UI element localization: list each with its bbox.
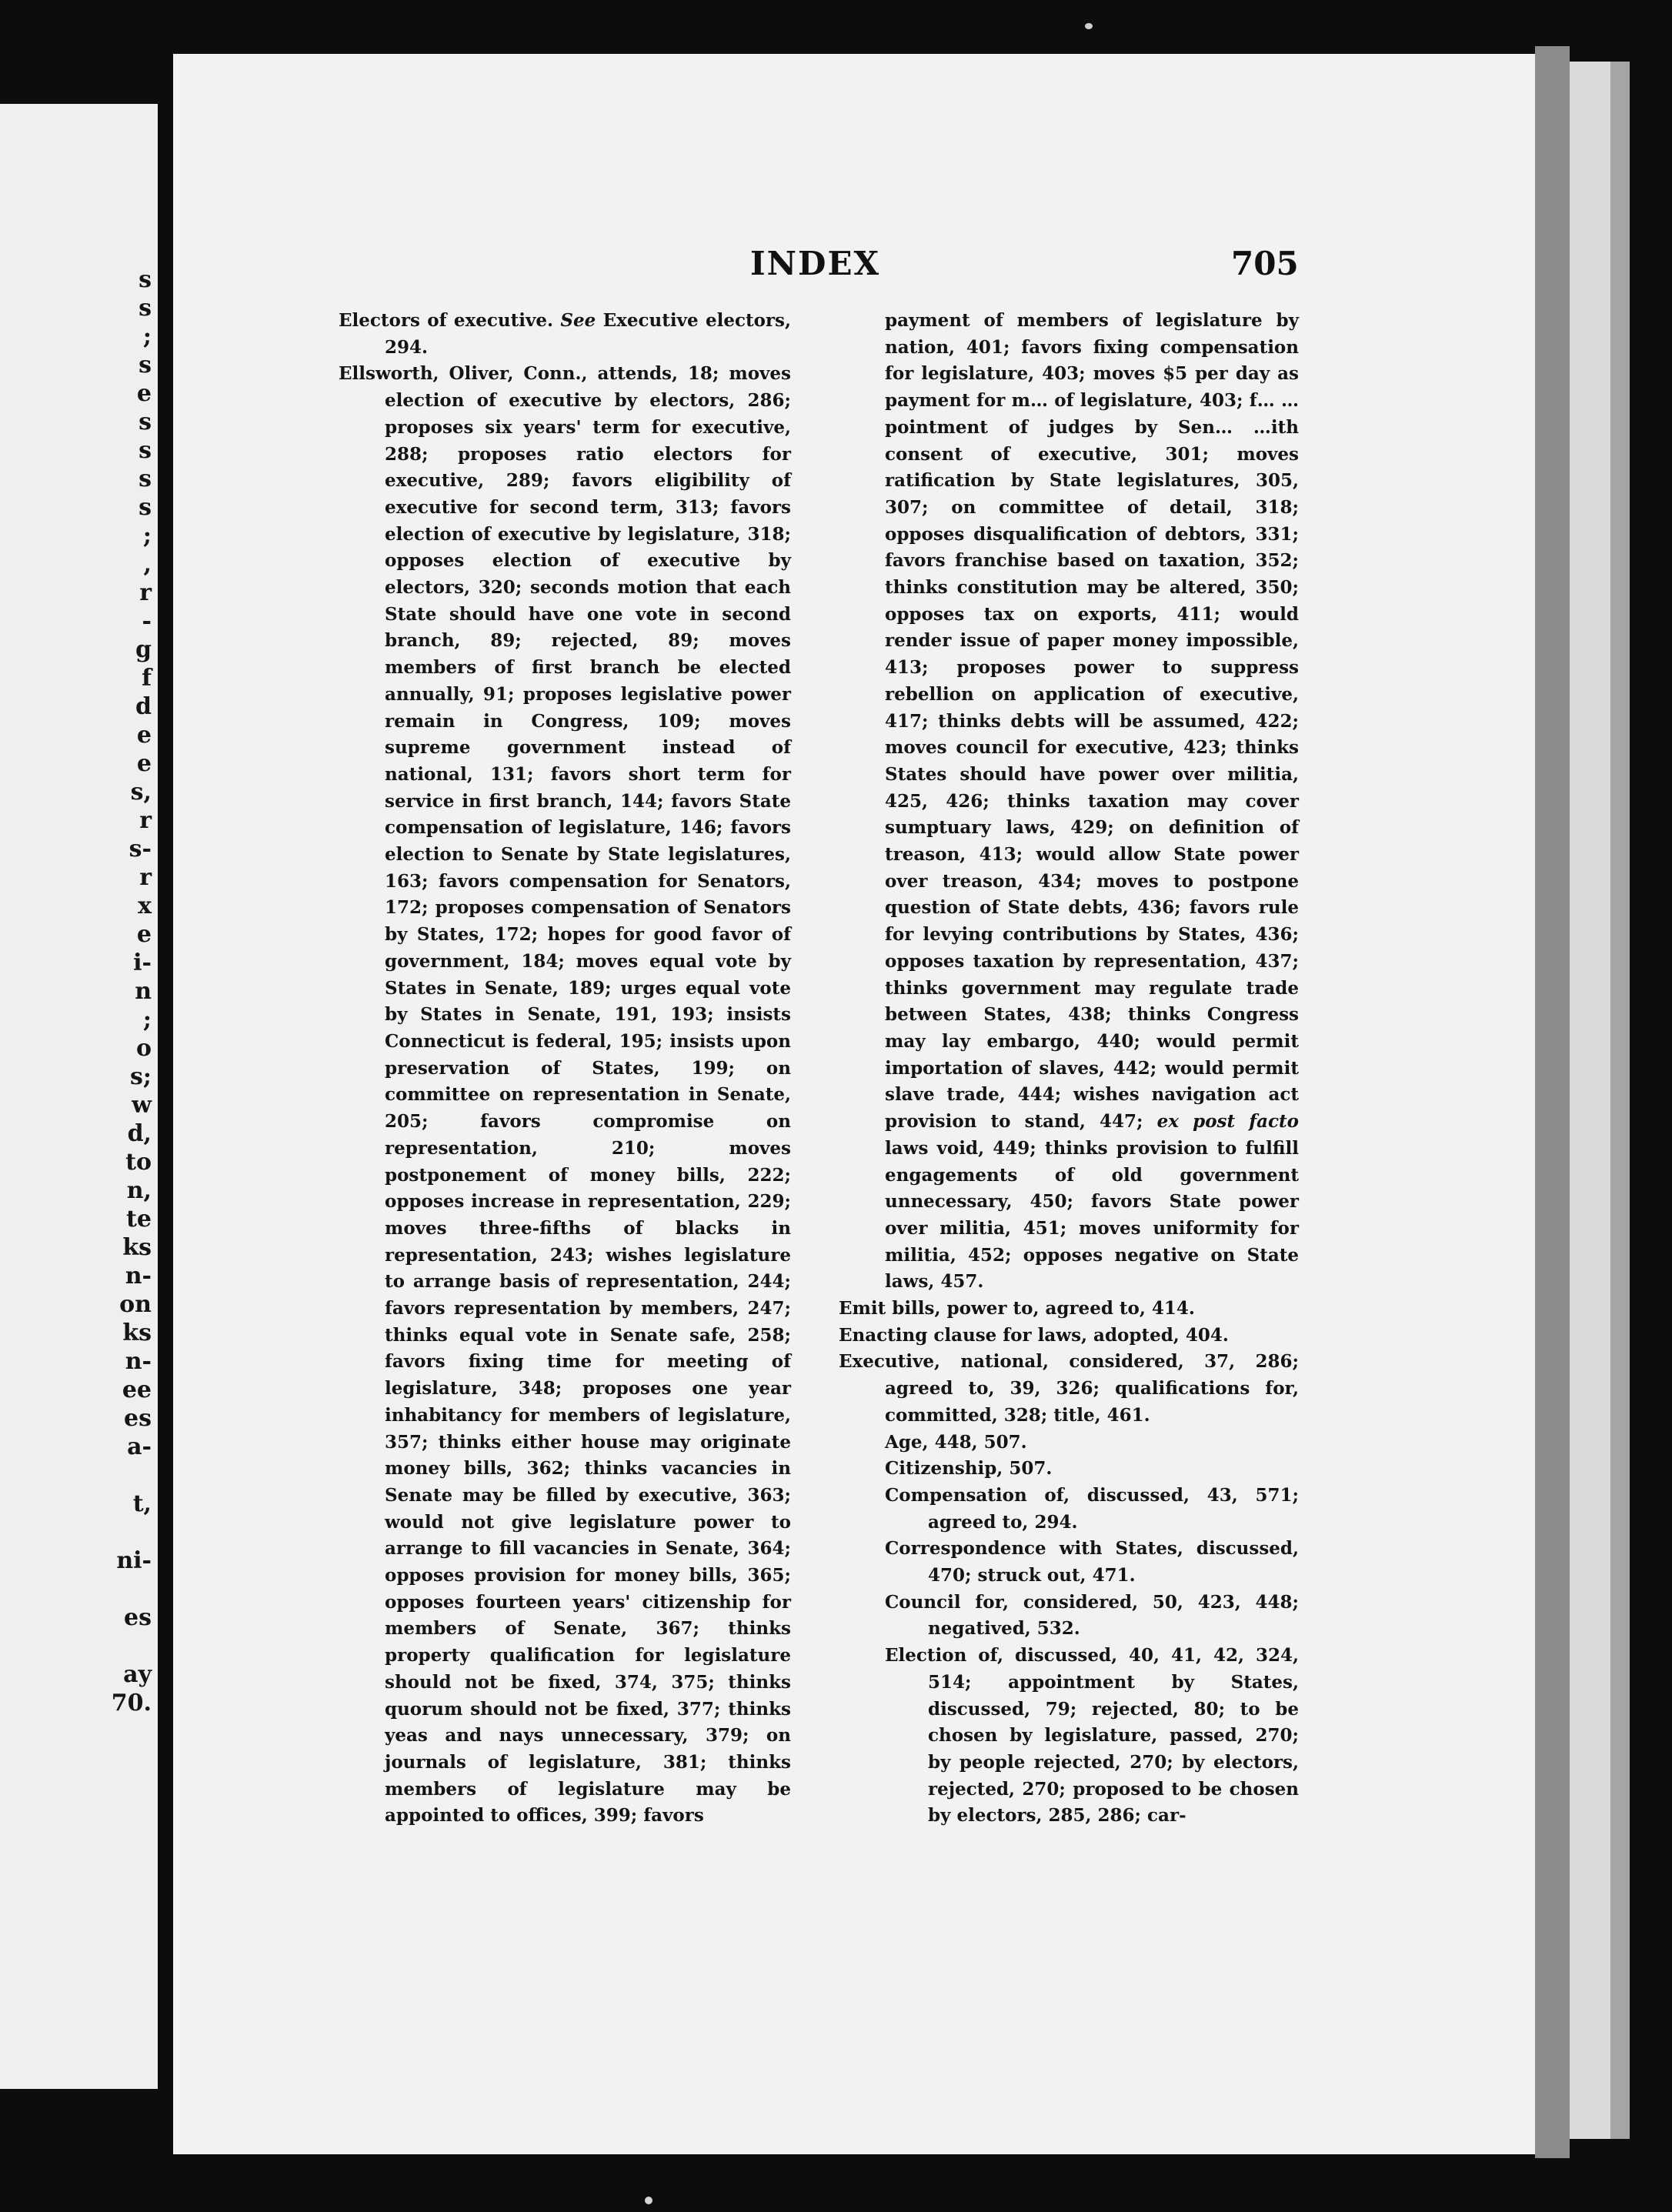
entry-heading: Electors of executive. (339, 310, 553, 331)
index-entry-enacting-clause: Enacting clause for laws, adopted, 404. (839, 1324, 1229, 1346)
index-entry-executive-national: Executive, national, considered, 37, 286; agreed to, 39, 326; qualifications for, committed, 328; title, 461. (839, 1351, 1299, 1426)
index-entry-electors (339, 308, 791, 361)
edge-fragment (105, 1632, 152, 1660)
speck (1085, 23, 1093, 29)
index-subentry-compensation: Compensation of, discussed, 43, 571; agreed to, 294. (885, 1484, 1299, 1533)
edge-fragment: r (139, 579, 152, 606)
index-column-left (339, 308, 791, 1830)
edge-fragment: ; (142, 1006, 152, 1033)
entry-text: payment of members of legislature by nation, 401; favors fixing compensation for legislature, 403; moves $5 per day as payment for m… of legislature, 403; f… …pointment of judges by Sen… …ith consent of executive, 301; moves ratification by State legislatures, 305, 307; on committee of detail, 318; opposes disqualification of debtors, 331; favors franchise based on taxation, 352; thinks constitution may be altered, 350; opposes tax on exports, 411; would render issue of paper money impossible, 413; proposes power to suppress rebellion on application of executive, 417; thinks debts will be assumed, 422; moves council for executive, 423; thinks States should have power over militia, 425, 426; thinks taxation may cover sumptuary laws, 429; on definition of treason, 413; would allow State power over treason, 434; moves to postpone question of State debts, 436; favors rule for levying contributions by States, 436; opposes taxation by representation, 437; thinks government may regulate trade between States, 438; thinks Congress may lay embargo, 440; would permit importation of slaves, 442; would permit slave trade, 444; wishes navigation act provision to stand, 447; (885, 310, 1299, 1133)
edge-fragment: e (136, 750, 152, 777)
edge-fragment (105, 1461, 152, 1490)
edge-fragment: ee (122, 1376, 152, 1403)
edge-fragment: x (138, 892, 152, 919)
edge-fragment: g (135, 636, 152, 663)
edge-fragment (105, 1518, 152, 1546)
edge-fragment: te (126, 1206, 152, 1233)
edge-fragment: to (125, 1149, 152, 1176)
edge-fragment: f (142, 665, 152, 692)
page-edge-outer (1610, 62, 1630, 2139)
edge-fragment: ni- (116, 1547, 152, 1574)
edge-fragment: w (132, 1092, 152, 1119)
edge-fragment: n (135, 978, 152, 1005)
edge-fragment: es (124, 1405, 152, 1432)
edge-fragment: s (138, 437, 152, 464)
edge-fragment: e (136, 380, 152, 407)
edge-fragment: ks (122, 1320, 152, 1346)
edge-fragment: d, (127, 1120, 152, 1147)
page-number: 705 (1231, 245, 1299, 282)
edge-fragment: s (138, 266, 152, 293)
page-edge-light (1570, 62, 1610, 2139)
index-subentry-correspondence: Correspondence with States, discussed, 470; struck out, 471. (885, 1538, 1299, 1586)
edge-fragment: s; (130, 1063, 152, 1090)
edge-fragment: t, (132, 1490, 152, 1517)
edge-fragment: i- (133, 949, 152, 976)
edge-fragment: n- (125, 1263, 152, 1289)
page-edge-shadow (1535, 46, 1570, 2158)
edge-fragment: n, (126, 1177, 152, 1204)
entry-text: Executive electors, 294. (385, 310, 791, 358)
edge-fragment: on (119, 1291, 152, 1318)
edge-fragment: s (138, 494, 152, 521)
index-entry-continuation (839, 308, 1299, 1296)
index-entry-emit-bills: Emit bills, power to, agreed to, 414. (839, 1298, 1195, 1320)
edge-fragment: ; (142, 522, 152, 549)
edge-fragment (105, 1575, 152, 1603)
index-subentry-age: Age, 448, 507. (885, 1431, 1027, 1453)
left-facing-page (0, 104, 158, 2089)
index-subentry-election: Election of, discussed, 40, 41, 42, 324, 514; appointment by States, discussed, 79; rejected, 80; to be chosen by legislature, passed, 270; by people rejected, 270; by electors, rejected, 270; proposed to be chosen by electors, 285, 286; car- (885, 1645, 1299, 1827)
entry-italic-term: ex post facto (1156, 1111, 1299, 1133)
edge-fragment: - (142, 608, 152, 635)
index-subentry-citizenship: Citizenship, 507. (885, 1458, 1053, 1480)
edge-fragment: r (139, 864, 152, 891)
page-title: INDEX (750, 245, 881, 282)
edge-fragment: o (135, 1035, 152, 1062)
edge-fragment: ay (123, 1661, 152, 1688)
edge-fragment: d (135, 693, 152, 720)
index-subentry-council: Council for, considered, 50, 423, 448; negatived, 532. (885, 1591, 1299, 1640)
edge-fragment: n- (125, 1348, 152, 1375)
edge-fragment: ks (122, 1234, 152, 1261)
edge-fragment: , (143, 551, 152, 578)
edge-fragment: a- (127, 1433, 152, 1460)
edge-fragment: es (124, 1604, 152, 1631)
edge-fragment: s- (128, 836, 152, 862)
edge-fragment: s (138, 409, 152, 435)
edge-fragment: ; (142, 323, 152, 350)
edge-fragment: s, (130, 779, 152, 806)
edge-fragment: 70. (111, 1690, 152, 1717)
edge-fragment: s (138, 465, 152, 492)
index-entry-ellsworth: Ellsworth, Oliver, Conn., attends, 18; moves election of executive by electors, 286; proposes six years' term for executive, 288; proposes ratio electors for executive, 289; favors eligibility of executive for second term, 313; favors election of executive by legislature, 318; opposes election of executive by electors, 320; seconds motion that each State should have one vote in second branch, 89; rejected, 89; moves members of first branch be elected annually, 91; proposes legislative power remain in Congress, 109; moves supreme government instead of national, 131; favors short term for service in first branch, 144; favors State compensation of legislature, 146; favors election to Senate by State legislatures, 163; favors compensation for Senators, 172; proposes compensation of Senators by States, 172; hopes for good favor of government, 184; moves equal vote by States in Senate, 189; urges equal vote by States in Senate, 191, 193; insists Connecticut is federal, 195; insists upon preservation of States, 199; on committee on representation in Senate, 205; favors compromise on representation, 210; moves postponement of money bills, 222; opposes increase in representation, 229; moves three-fifths of blacks in representation, 243; wishes legislature to arrange basis of representation, 244; favors representation by members, 247; thinks equal vote in Senate safe, 258; favors fixing time for meeting of legislature, 348; proposes one year inhabitancy for members of legislature, 357; thinks either house may originate money bills, 362; thinks vacancies in Senate may be filled by executive, 363; would not give legislature power to arrange to fill vacancies in Senate, 364; opposes provision for money bills, 365; opposes fourteen years' citizenship for members of Senate, 367; thinks property qualification for legislature should not be fixed, 374, 375; thinks quorum should not be fixed, 377; thinks yeas and nays unnecessary, 379; on journals of legislature, 381; thinks members of legislature may be appointed to offices, 399; favors (339, 363, 791, 1827)
entry-text: laws void, 449; thinks provision to fulfill engagements of old government unnecessary, 450; favors State power over militia, 451; moves uniformity for militia, 452; opposes negative on State laws, 457. (885, 1137, 1299, 1293)
speck (645, 2197, 652, 2204)
edge-fragment: s (138, 295, 152, 322)
see-reference: See (560, 310, 596, 331)
edge-fragment: r (139, 807, 152, 834)
edge-fragment: e (136, 722, 152, 749)
edge-fragment: e (136, 921, 152, 948)
left-page-edge-text (105, 265, 152, 1717)
index-column-right (839, 308, 1299, 1830)
edge-fragment: s (138, 352, 152, 379)
